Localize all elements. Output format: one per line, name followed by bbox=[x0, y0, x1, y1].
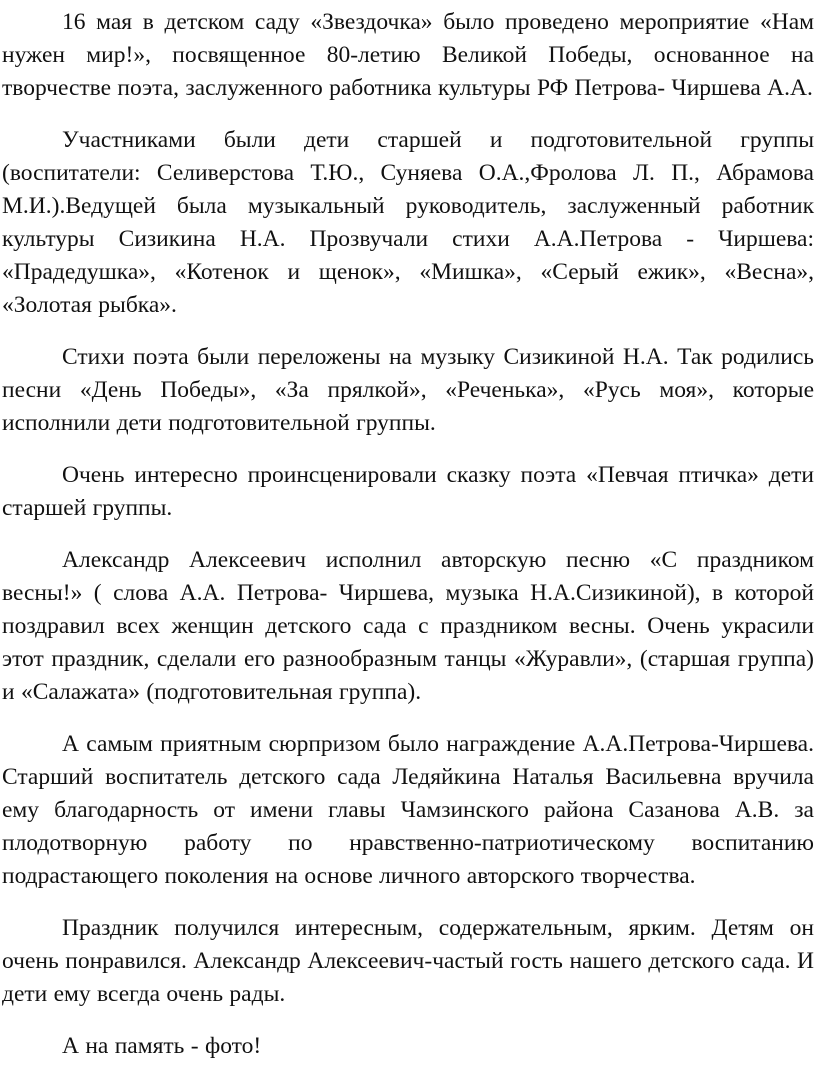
paragraph-participants: Участниками были дети старшей и подготовительной группы (воспитатели: Селиверстова Т.Ю., Суняева О.А.,Фролова Л. П., Абрамова М.И.).Ведущей была музыкальный руководитель, заслуженный работник культуры Сизикина Н.А. Прозвучали стихи А.А.Петрова - Чиршева: «Прадедушка», «Котенок и щенок», «Мишка», «Серый ежик», «Весна», «Золотая рыбка». bbox=[2, 127, 814, 318]
paragraph-author-song: Александр Алексеевич исполнил авторскую песню «С праздником весны!» ( слова А.А. Петрова- Чиршева, музыка Н.А.Сизикиной), в которой поздравил всех женщин детского сада с праздником весны. Очень украсили этот праздник, сделали его разнообразным танцы «Журавли», (старшая группа) и «Салажата» (подготовительная группа). bbox=[2, 547, 814, 705]
paragraph-event-intro: 16 мая в детском саду «Звездочка» было проведено мероприятие «Нам нужен мир!», посвященное 80-летию Великой Победы, основанное на творчестве поэта, заслуженного работника культуры РФ Петрова- Чиршева А.А. bbox=[2, 9, 814, 101]
paragraph-fairy-tale: Очень интересно проинсценировали сказку поэта «Певчая птичка» дети старшей группы. bbox=[2, 462, 814, 521]
paragraph-songs: Стихи поэта были переложены на музыку Сизикиной Н.А. Так родились песни «День Победы», «За прялкой», «Реченька», «Русь моя», которые исполнили дети подготовительной группы. bbox=[2, 344, 814, 436]
paragraph-conclusion: Праздник получился интересным, содержательным, ярким. Детям он очень понравился. Александр Алексеевич-частый гость нашего детского сада. И дети ему всегда очень рады. bbox=[2, 915, 814, 1007]
paragraph-award: А самым приятным сюрпризом было награждение А.А.Петрова-Чиршева. Старший воспитатель детского сада Ледяйкина Наталья Васильевна вручила ему благодарность от имени главы Чамзинского района Сазанова А.В. за плодотворную работу по нравственно-патриотическому воспитанию подрастающего поколения на основе личного авторского творчества. bbox=[2, 731, 814, 889]
paragraph-photo-note: А на память - фото! bbox=[62, 1033, 262, 1059]
